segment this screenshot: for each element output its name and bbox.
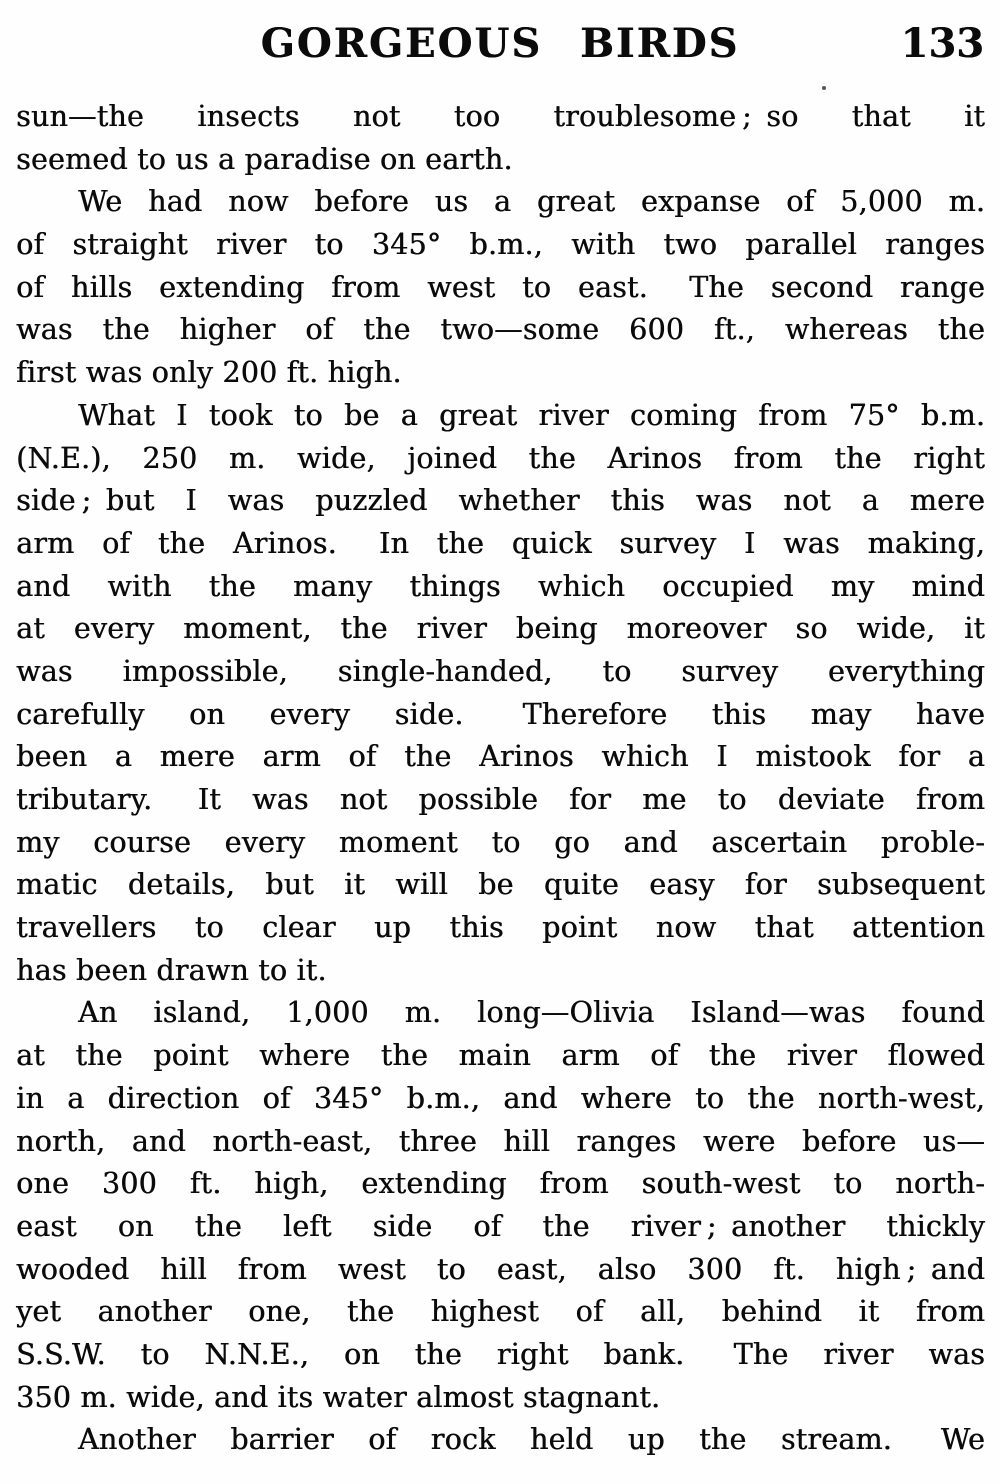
text-line: An island, 1,000 m. long—Olivia Island—was found	[78, 996, 985, 1030]
paragraph	[16, 96, 985, 181]
text-line: one 300 ft. high, extending from south-west to north-	[16, 1167, 985, 1201]
text-line: tributary. It was not possible for me to deviate from	[16, 783, 985, 816]
text-line: has been drawn to it.	[16, 953, 327, 987]
text-line: arm of the Arinos. In the quick survey I was making,	[16, 526, 985, 560]
text-line: S.S.W. to N.N.E., on the right bank. The river was	[16, 1337, 985, 1371]
text-line: north, and north-east, three hill ranges were before us—	[16, 1124, 985, 1158]
running-title: GORGEOUS BIRDS	[260, 20, 740, 67]
text-line: sun—the insects not too troublesome ; so that it	[16, 100, 985, 133]
scan-noise-dot	[822, 86, 826, 90]
text-line: wooded hill from west to east, also 300 ft. high ; and	[16, 1252, 985, 1286]
text-line: We had now before us a great expanse of 5,000 m.	[78, 185, 985, 219]
paragraph	[16, 1419, 985, 1462]
text-line: was the higher of the two—some 600 ft., whereas the	[16, 313, 985, 347]
text-line: was impossible, single-handed, to survey everything	[16, 654, 985, 688]
text-line: and with the many things which occupied my mind	[16, 569, 985, 603]
text-line: yet another one, the highest of all, behind it from	[16, 1295, 985, 1329]
paragraph	[16, 395, 985, 993]
text-line: (N.E.), 250 m. wide, joined the Arinos from the right	[16, 441, 985, 475]
text-line: seemed to us a paradise on earth.	[16, 142, 513, 176]
page-header	[0, 0, 1000, 96]
text-line: in a direction of 345° b.m., and where to the north-west,	[16, 1081, 985, 1115]
text-line: at every moment, the river being moreover so wide, it	[16, 612, 985, 646]
text-line: What I took to be a great river coming from 75° b.m.	[78, 398, 985, 432]
text-line: 350 m. wide, and its water almost stagnant.	[16, 1380, 661, 1414]
text-line: carefully on every side. Therefore this may have	[16, 697, 985, 731]
text-line: of hills extending from west to east. The second range	[16, 270, 985, 304]
text-line: my course every moment to go and ascertain proble-	[16, 825, 985, 859]
text-line: been a mere arm of the Arinos which I mistook for a	[16, 740, 985, 774]
text-line: travellers to clear up this point now that attention	[16, 911, 985, 945]
text-line: matic details, but it will be quite easy for subsequent	[16, 868, 985, 902]
page-body	[0, 96, 1000, 1462]
text-line: at the point where the main arm of the river flowed	[16, 1039, 985, 1073]
page-number: 133	[900, 20, 984, 67]
paragraph	[16, 992, 985, 1419]
text-line: side ; but I was puzzled whether this was not a mere	[16, 484, 985, 518]
paragraph	[16, 181, 985, 394]
text-line: east on the left side of the river ; another thickly	[16, 1209, 985, 1243]
text-line: of straight river to 345° b.m., with two parallel ranges	[16, 228, 985, 262]
text-line: first was only 200 ft. high.	[16, 356, 402, 390]
text-line: Another barrier of rock held up the stream. We	[78, 1423, 985, 1457]
